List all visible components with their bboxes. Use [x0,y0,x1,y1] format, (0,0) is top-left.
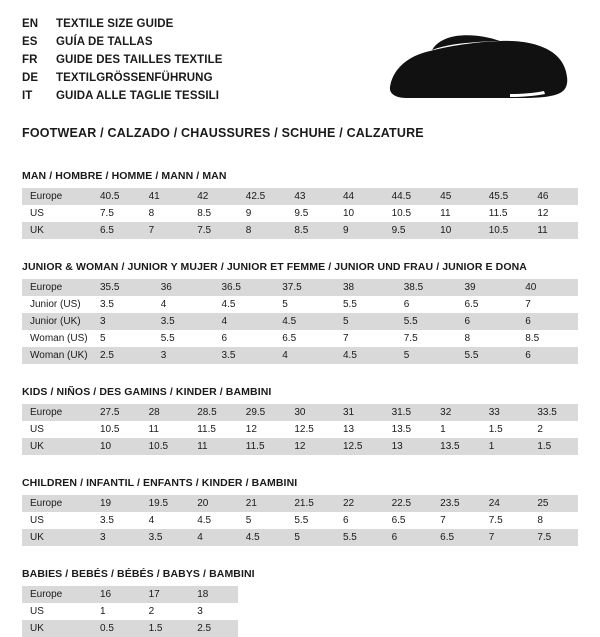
cell: 32 [432,404,481,421]
cell: 5 [238,512,287,529]
language-title: GUÍA DE TALLAS [56,36,153,48]
table-row [22,222,578,239]
cell: 5.5 [153,330,214,347]
cell: 45 [432,188,481,205]
cell: 6.5 [92,222,141,239]
cell: 45.5 [481,188,530,205]
cell: 12 [238,421,287,438]
cell: 7 [517,296,578,313]
cell: 2 [529,421,578,438]
cell: 2 [141,603,190,620]
cell: 27.5 [92,404,141,421]
section-title: MAN / HOMBRE / HOMME / MANN / MAN [22,170,227,182]
cell: 6.5 [457,296,518,313]
cell: 7 [481,529,530,546]
cell: 3 [153,347,214,364]
table-row [22,603,578,620]
cell: 31 [335,404,384,421]
row-label: US [22,512,92,529]
cell: 42.5 [238,188,287,205]
cell: 4 [153,296,214,313]
cell-empty [286,603,335,620]
cell: 7 [335,330,396,347]
cell: 10 [432,222,481,239]
cell: 13.5 [432,438,481,455]
cell: 5 [274,296,335,313]
row-label: UK [22,620,92,637]
table-row [22,512,578,529]
cell: 10 [92,438,141,455]
cell: 8.5 [517,330,578,347]
cell: 7.5 [92,205,141,222]
cell: 10.5 [141,438,190,455]
cell: 6 [457,313,518,330]
cell: 5.5 [396,313,457,330]
cell: 3 [92,529,141,546]
cell: 9.5 [384,222,433,239]
section-babies [22,568,578,637]
cell: 5 [396,347,457,364]
cell-empty [238,586,287,603]
cell: 40.5 [92,188,141,205]
row-label: Woman (US) [22,330,92,347]
row-label: Europe [22,188,92,205]
cell: 5.5 [335,529,384,546]
language-row [22,70,223,87]
cell: 12 [529,205,578,222]
cell-empty [384,620,433,637]
cell: 4 [214,313,275,330]
cell: 6.5 [384,512,433,529]
language-title: TEXTILGRÖSSENFÜHRUNG [56,72,213,84]
cell: 42 [189,188,238,205]
language-code: ES [22,36,38,48]
language-code: DE [22,72,39,84]
cell: 28.5 [189,404,238,421]
cell: 11 [432,205,481,222]
cell: 22 [335,495,384,512]
cell: 7.5 [481,512,530,529]
cell: 29.5 [238,404,287,421]
cell: 0.5 [92,620,141,637]
cell: 10 [335,205,384,222]
page-title: FOOTWEAR / CALZADO / CHAUSSURES / SCHUHE / CALZATURE [22,126,424,140]
cell: 8 [529,512,578,529]
cell: 5 [92,330,153,347]
cell: 2.5 [189,620,238,637]
section-title: CHILDREN / INFANTIL / ENFANTS / KINDER / BAMBINI [22,477,298,489]
cell: 8 [238,222,287,239]
section-title: JUNIOR & WOMAN / JUNIOR Y MUJER / JUNIOR ET FEMME / JUNIOR UND FRAU / JUNIOR E DONA [22,261,527,273]
row-label: US [22,421,92,438]
cell: 6.5 [274,330,335,347]
cell: 18 [189,586,238,603]
language-title: GUIDA ALLE TAGLIE TESSILI [56,90,220,102]
section-man [22,170,578,239]
cell: 3.5 [214,347,275,364]
cell: 11.5 [189,421,238,438]
cell-empty [481,586,530,603]
cell: 10.5 [92,421,141,438]
row-label: Junior (US) [22,296,92,313]
cell: 3.5 [153,313,214,330]
cell: 19 [92,495,141,512]
table-row [22,495,578,512]
cell-empty [432,586,481,603]
dress-shoe-icon [382,32,572,110]
table-row [22,529,578,546]
cell: 4 [274,347,335,364]
cell-empty [384,586,433,603]
cell: 33 [481,404,530,421]
section-title: BABIES / BEBÉS / BÉBÉS / BABYS / BAMBINI [22,568,255,580]
cell: 43 [286,188,335,205]
section-title: KIDS / NIÑOS / DES GAMINS / KINDER / BAMBINI [22,386,272,398]
cell: 21 [238,495,287,512]
cell: 4.5 [214,296,275,313]
cell: 3 [189,603,238,620]
cell: 5.5 [335,296,396,313]
cell: 12 [286,438,335,455]
cell: 3.5 [141,529,190,546]
cell: 5.5 [286,512,335,529]
cell: 36 [153,279,214,296]
section-kids [22,386,578,455]
cell: 25 [529,495,578,512]
cell: 7.5 [189,222,238,239]
language-row [22,52,223,69]
cell: 7.5 [529,529,578,546]
cell: 12.5 [286,421,335,438]
cell-empty [335,586,384,603]
cell: 44.5 [384,188,433,205]
cell: 10.5 [384,205,433,222]
cell: 1 [92,603,141,620]
table-row [22,620,578,637]
cell: 3.5 [92,512,141,529]
cell: 9 [238,205,287,222]
cell: 24 [481,495,530,512]
row-label: US [22,205,92,222]
language-code: FR [22,54,38,66]
table-row [22,205,578,222]
language-title-list [22,16,223,105]
cell-empty [481,603,530,620]
cell: 7.5 [396,330,457,347]
cell: 36.5 [214,279,275,296]
row-label: Europe [22,586,92,603]
cell: 40 [517,279,578,296]
table-row [22,330,578,347]
cell: 19.5 [141,495,190,512]
section-junior-woman [22,261,578,364]
cell: 3.5 [92,296,153,313]
cell: 9.5 [286,205,335,222]
cell: 44 [335,188,384,205]
cell-empty [286,620,335,637]
table-row [22,296,578,313]
cell: 11.5 [238,438,287,455]
cell-empty [432,603,481,620]
cell: 20 [189,495,238,512]
cell: 33.5 [529,404,578,421]
table-row [22,404,578,421]
row-label: Europe [22,279,92,296]
size-table-junior-woman [22,279,578,364]
language-code: EN [22,18,39,30]
cell: 38.5 [396,279,457,296]
cell: 8.5 [286,222,335,239]
cell: 11 [141,421,190,438]
language-code: IT [22,90,33,102]
size-table-kids [22,404,578,455]
row-label: Europe [22,495,92,512]
cell: 6 [384,529,433,546]
cell-empty [238,620,287,637]
cell: 1 [481,438,530,455]
cell: 38 [335,279,396,296]
language-row [22,34,223,51]
table-row [22,438,578,455]
language-row [22,88,223,105]
cell: 5 [286,529,335,546]
cell: 16 [92,586,141,603]
cell: 5 [335,313,396,330]
table-row [22,586,578,603]
cell-empty [238,603,287,620]
cell-empty [529,603,578,620]
cell: 35.5 [92,279,153,296]
row-label: UK [22,529,92,546]
cell: 6 [517,347,578,364]
size-table-man [22,188,578,239]
cell: 37.5 [274,279,335,296]
cell-empty [335,603,384,620]
cell: 6 [517,313,578,330]
cell: 31.5 [384,404,433,421]
cell: 12.5 [335,438,384,455]
cell: 13.5 [384,421,433,438]
cell: 4.5 [274,313,335,330]
cell: 11.5 [481,205,530,222]
cell: 4 [189,529,238,546]
cell: 1.5 [481,421,530,438]
section-children [22,477,578,546]
cell: 3 [92,313,153,330]
cell: 5.5 [457,347,518,364]
language-row [22,16,223,33]
row-label: Junior (UK) [22,313,92,330]
row-label: UK [22,438,92,455]
cell: 23.5 [432,495,481,512]
cell: 6.5 [432,529,481,546]
cell-empty [286,586,335,603]
cell: 11 [529,222,578,239]
cell: 4.5 [335,347,396,364]
cell: 8 [141,205,190,222]
table-row [22,347,578,364]
cell: 28 [141,404,190,421]
cell: 9 [335,222,384,239]
size-table-children [22,495,578,546]
cell: 1 [432,421,481,438]
cell-empty [384,603,433,620]
cell: 41 [141,188,190,205]
cell: 39 [457,279,518,296]
cell-empty [529,620,578,637]
cell-empty [335,620,384,637]
cell-empty [481,620,530,637]
cell: 1.5 [141,620,190,637]
cell: 7 [432,512,481,529]
cell: 6 [335,512,384,529]
cell: 6 [396,296,457,313]
cell: 21.5 [286,495,335,512]
cell: 13 [335,421,384,438]
row-label: Europe [22,404,92,421]
cell: 30 [286,404,335,421]
cell: 22.5 [384,495,433,512]
language-title: TEXTILE SIZE GUIDE [56,18,174,30]
table-row [22,279,578,296]
cell: 4.5 [238,529,287,546]
row-label: Woman (UK) [22,347,92,364]
table-row [22,421,578,438]
language-title: GUIDE DES TAILLES TEXTILE [56,54,223,66]
cell: 11 [189,438,238,455]
cell: 8.5 [189,205,238,222]
table-row [22,313,578,330]
cell: 46 [529,188,578,205]
cell: 8 [457,330,518,347]
cell-empty [529,586,578,603]
cell: 2.5 [92,347,153,364]
cell: 7 [141,222,190,239]
row-label: US [22,603,92,620]
table-row [22,188,578,205]
cell: 4 [141,512,190,529]
cell: 17 [141,586,190,603]
cell: 4.5 [189,512,238,529]
document-header [22,16,578,110]
row-label: UK [22,222,92,239]
size-table-babies [22,586,578,637]
cell-empty [432,620,481,637]
cell: 13 [384,438,433,455]
cell: 1.5 [529,438,578,455]
cell: 6 [214,330,275,347]
cell: 10.5 [481,222,530,239]
